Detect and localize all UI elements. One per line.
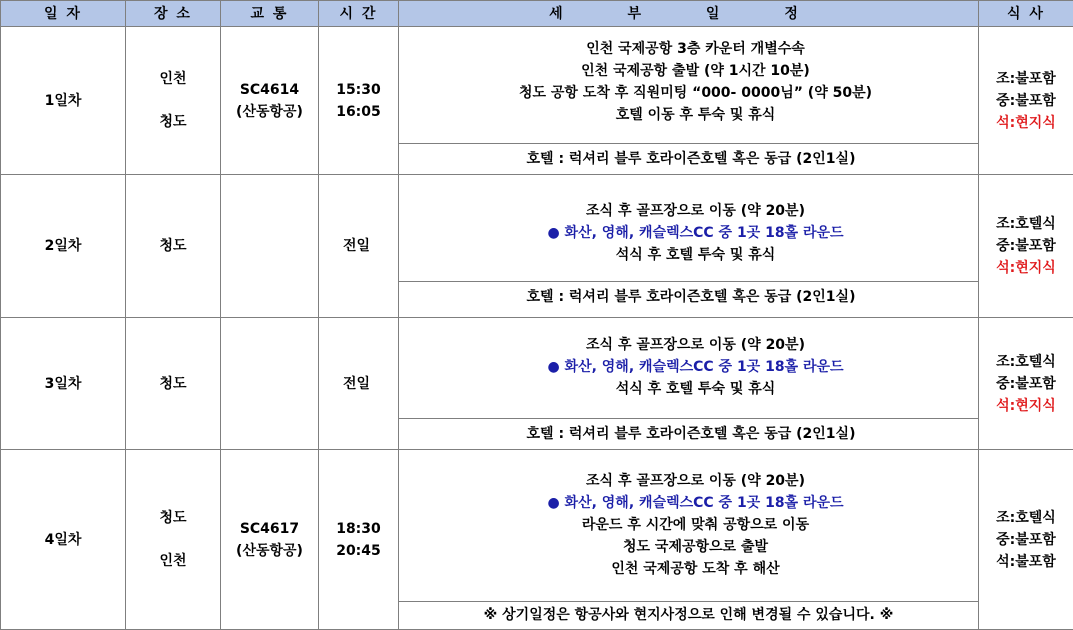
detail-cell [399,318,979,450]
meal-dinner: 석:현지식 [979,257,1073,279]
time-cell: 전일 [319,175,399,318]
detail-line: 인천 국제공항 출발 (약 1시간 10분) [413,60,978,82]
time-value: 18:30 [319,518,398,540]
hotel-info: 호텔 : 럭셔리 블루 호라이즌호텔 혹은 동급 (2인1실) [399,143,978,174]
meal-lunch: 중:불포함 [979,529,1073,551]
detail-line: 라운드 후 시간에 맞춰 공항으로 이동 [413,514,978,536]
table-row [1,450,1073,630]
place-cell [126,450,221,630]
detail-line: 호텔 이동 후 투숙 및 휴식 [413,104,978,126]
time-cell: 전일 [319,318,399,450]
day-cell: 2일차 [1,175,126,318]
transport-cell [221,175,319,318]
place-name: 인천 [126,68,220,90]
meal-dinner: 석:현지식 [979,112,1073,134]
meal-breakfast: 조:불포함 [979,68,1073,90]
flight-number: SC4617 [221,518,318,540]
detail-line: 조식 후 골프장으로 이동 (약 20분) [413,334,978,356]
detail-line: 청도 공항 도착 후 직원미팅 “000- 0000님” (약 50분) [413,82,978,104]
detail-cell [399,27,979,175]
detail-line: 석식 후 호텔 투숙 및 휴식 [413,378,978,400]
detail-line: 석식 후 호텔 투숙 및 휴식 [413,244,978,266]
time-value: 15:30 [319,79,398,101]
detail-line: 조식 후 골프장으로 이동 (약 20분) [413,470,978,492]
header-transport: 교 통 [221,1,319,27]
header-row [1,1,1073,27]
detail-line: 인천 국제공항 3층 카운터 개별수속 [413,38,978,60]
hotel-info: 호텔 : 럭셔리 블루 호라이즌호텔 혹은 동급 (2인1실) [399,418,978,449]
meal-cell [979,450,1073,630]
header-place: 장 소 [126,1,221,27]
schedule-change-note: ※ 상기일정은 항공사와 현지사정으로 인해 변경될 수 있습니다. ※ [399,601,978,629]
table-row [1,175,1073,318]
time-cell [319,27,399,175]
transport-cell [221,27,319,175]
header-meal: 식 사 [979,1,1073,27]
header-day: 일 자 [1,1,126,27]
table-row [1,318,1073,450]
detail-line: 청도 국제공항으로 출발 [413,536,978,558]
day-cell: 1일차 [1,27,126,175]
meal-cell [979,175,1073,318]
day-cell: 4일차 [1,450,126,630]
golf-course-line: ● 화산, 영해, 캐슬렉스CC 중 1곳 18홀 라운드 [413,356,978,378]
place-name: 청도 [126,111,220,133]
meal-lunch: 중:불포함 [979,235,1073,257]
airline: (산동항공) [221,540,318,562]
transport-cell [221,318,319,450]
header-detail: 세 부 일 정 [399,1,979,27]
golf-course-line: ● 화산, 영해, 캐슬렉스CC 중 1곳 18홀 라운드 [413,222,978,244]
meal-cell [979,27,1073,175]
time-value: 20:45 [319,540,398,562]
header-time: 시 간 [319,1,399,27]
place-cell: 청도 [126,175,221,318]
meal-breakfast: 조:호텔식 [979,213,1073,235]
place-name: 청도 [126,507,220,529]
airline: (산동항공) [221,101,318,123]
flight-number: SC4614 [221,79,318,101]
transport-cell [221,450,319,630]
table-row [1,27,1073,175]
place-cell: 청도 [126,318,221,450]
detail-line: 조식 후 골프장으로 이동 (약 20분) [413,200,978,222]
day-cell: 3일차 [1,318,126,450]
meal-breakfast: 조:호텔식 [979,351,1073,373]
meal-breakfast: 조:호텔식 [979,507,1073,529]
time-cell [319,450,399,630]
detail-cell [399,175,979,318]
detail-line: 인천 국제공항 도착 후 해산 [413,558,978,580]
meal-lunch: 중:불포함 [979,90,1073,112]
meal-lunch: 중:불포함 [979,373,1073,395]
time-value: 16:05 [319,101,398,123]
place-cell [126,27,221,175]
meal-dinner: 석:현지식 [979,395,1073,417]
meal-dinner: 석:불포함 [979,551,1073,573]
detail-cell [399,450,979,630]
meal-cell [979,318,1073,450]
place-name: 인천 [126,550,220,572]
hotel-info: 호텔 : 럭셔리 블루 호라이즌호텔 혹은 동급 (2인1실) [399,281,978,312]
golf-course-line: ● 화산, 영해, 캐슬렉스CC 중 1곳 18홀 라운드 [413,492,978,514]
